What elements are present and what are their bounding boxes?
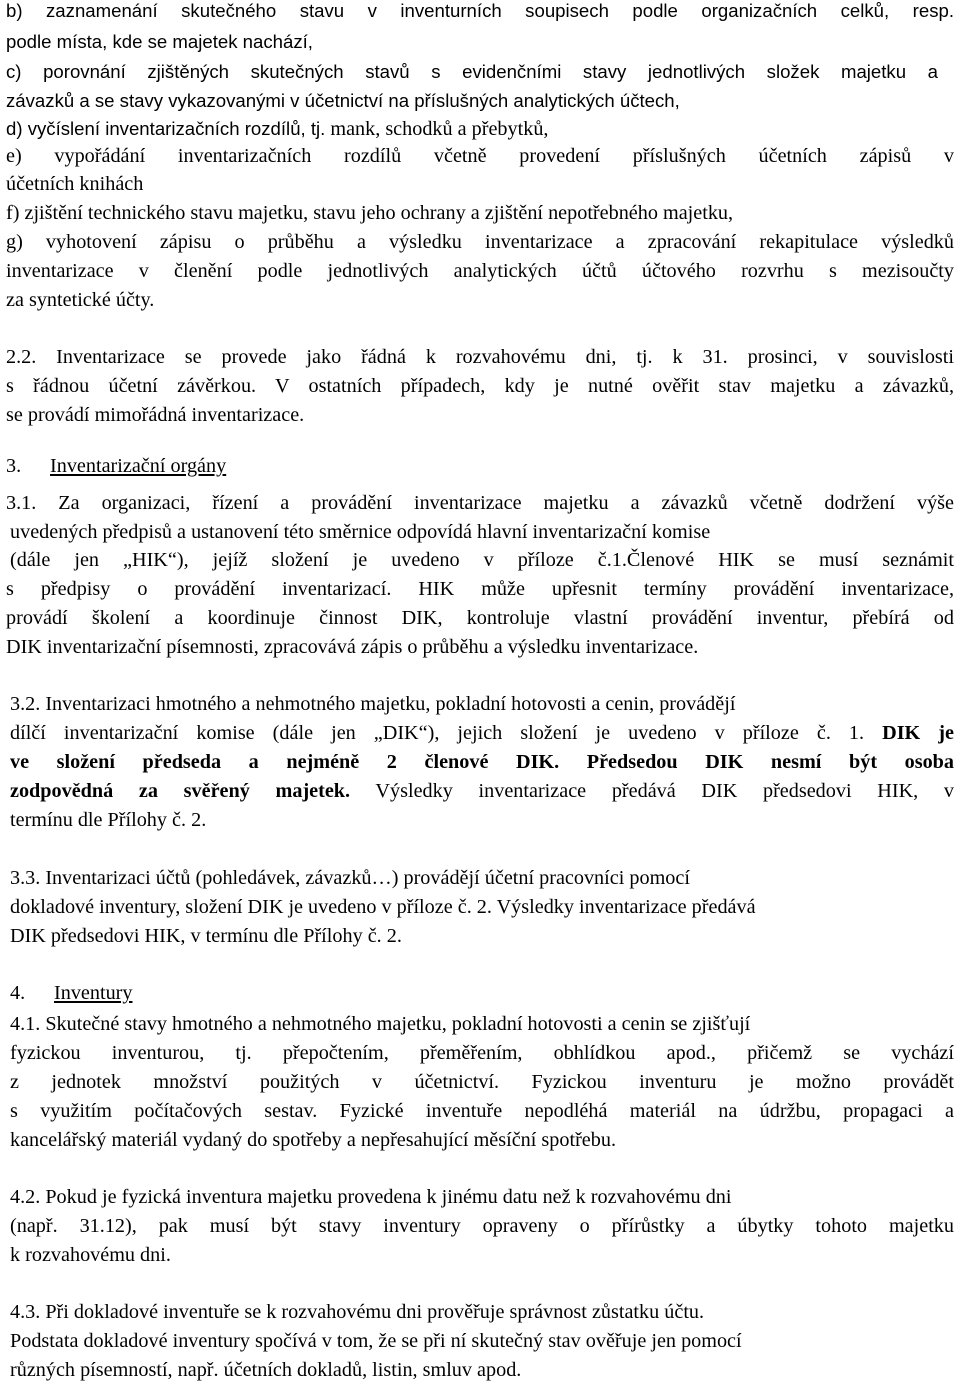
text-line: (dále jen „HIK“), jejíž složení je uvedeno v příloze č.1.Členové HIK se musí seznámit [10,549,954,571]
text-line: se provádí mimořádná inventarizace. [6,404,305,426]
text-line: dokladové inventury, složení DIK je uvedeno v příloze č. 2. Výsledky inventarizace předává [10,896,756,918]
text-span: d) vyčíslení inventarizačních rozdílů, tj. [6,118,326,139]
text-span: mank, schodků a přebytků, [325,118,549,140]
text-line: fyzickou inventurou, tj. přepočtením, přeměřením, obhlídkou apod., přičemž se vychází [10,1042,954,1064]
text-line: c) porovnání zjištěných skutečných stavů s evidenčními stavy jednotlivých složek majetku a [6,61,938,82]
text-line: za syntetické účty. [6,289,155,311]
text-line: 3.1. Za organizaci, řízení a provádění inventarizace majetku a závazků včetně dodržení výše [6,492,954,514]
section-number: 4. [10,982,26,1004]
text-line [10,777,954,806]
text-line: termínu dle Přílohy č. 2. [10,809,207,831]
text-line: 3.3. Inventarizaci účtů (pohledávek, závazků…) provádějí účetní pracovníci pomocí [10,867,690,889]
text-span-bold: DIK je [882,722,954,744]
text-line [6,114,548,143]
text-span: Výsledky inventarizace předává DIK předsedovi HIK, v [350,780,955,802]
text-line: Podstata dokladové inventury spočívá v tom, že se při ní skutečný stav ověřuje jen pomocí [10,1330,742,1352]
text-line: f) zjištění technického stavu majetku, stavu jeho ochrany a zjištění nepotřebného majetku, [6,202,734,224]
text-span-bold: zodpovědná za svěřený majetek. [10,780,351,802]
text-line: různých písemností, např. účetních dokladů, listin, smluv apod. [10,1359,522,1381]
text-line: s využitím počítačových sestav. Fyzické inventuře nepodléhá materiál na údržbu, propagaci a [10,1100,954,1122]
text-line: b) zaznamenání skutečného stavu v inventurních soupisech podle organizačních celků, resp. [6,0,954,21]
text-line: 3.2. Inventarizaci hmotného a nehmotného majetku, pokladní hotovosti a cenin, provádějí [10,693,736,715]
text-line [10,719,954,748]
section-heading [6,452,226,481]
text-line: uvedených předpisů a ustanovení této směrnice odpovídá hlavní inventarizační komise [10,521,711,543]
text-line: DIK inventarizační písemnosti, zpracovává zápis o průběhu a výsledku inventarizace. [6,636,699,658]
text-line: k rozvahovému dni. [10,1244,171,1266]
text-line: účetních knihách [6,173,144,195]
text-line: DIK předsedovi HIK, v termínu dle Přílohy č. 2. [10,925,402,947]
text-line: s řádnou účetní závěrkou. V ostatních případech, kdy je nutné ověřit stav majetku a závazků, [6,375,954,397]
section-heading [10,979,132,1008]
section-number: 3. [6,455,22,477]
text-line: 4.2. Pokud je fyzická inventura majetku provedena k jinému datu než k rozvahovému dni [10,1186,732,1208]
text-line-bold: ve složení předseda a nejméně 2 členové DIK. Předsedou DIK nesmí být osoba [10,751,954,773]
text-line: 2.2. Inventarizace se provede jako řádná k rozvahovému dni, tj. k 31. prosinci, v souvislosti [6,346,954,368]
text-line: provádí školení a koordinuje činnost DIK, kontroluje vlastní provádění inventur, přebírá od [6,607,954,629]
text-line: závazků a se stavy vykazovanými v účetnictví na příslušných analytických účtech, [6,90,680,111]
text-line: 4.1. Skutečné stavy hmotného a nehmotného majetku, pokladní hotovosti a cenin se zjišťují [10,1013,751,1035]
text-line: (např. 31.12), pak musí být stavy inventury opraveny o přírůstky a úbytky tohoto majetku [10,1215,954,1237]
text-line: z jednotek množství použitých v účetnictví. Fyzickou inventuru je možno provádět [10,1071,954,1093]
text-line: e) vypořádání inventarizačních rozdílů včetně provedení příslušných účetních zápisů v [6,145,954,167]
text-line: 4.3. Při dokladové inventuře se k rozvahovému dni prověřuje správnost zůstatku účtu. [10,1301,705,1323]
text-line: s předpisy o provádění inventarizací. HIK může upřesnit termíny provádění inventarizace, [6,578,954,600]
text-line: g) vyhotovení zápisu o průběhu a výsledku inventarizace a zpracování rekapitulace výsledků [6,231,954,253]
text-span: dílčí inventarizační komise (dále jen „DIK“), jejich složení je uvedeno v příloze č. 1. [10,722,883,744]
text-line: podle místa, kde se majetek nachází, [6,31,313,52]
text-line: inventarizace v členění podle jednotlivých analytických účtů účtového rozvrhu s mezisoučty [6,260,954,282]
section-title: Inventury [54,982,133,1004]
section-title: Inventarizační orgány [50,455,227,477]
text-line: kancelářský materiál vydaný do spotřeby a nepřesahující měsíční spotřebu. [10,1129,616,1151]
